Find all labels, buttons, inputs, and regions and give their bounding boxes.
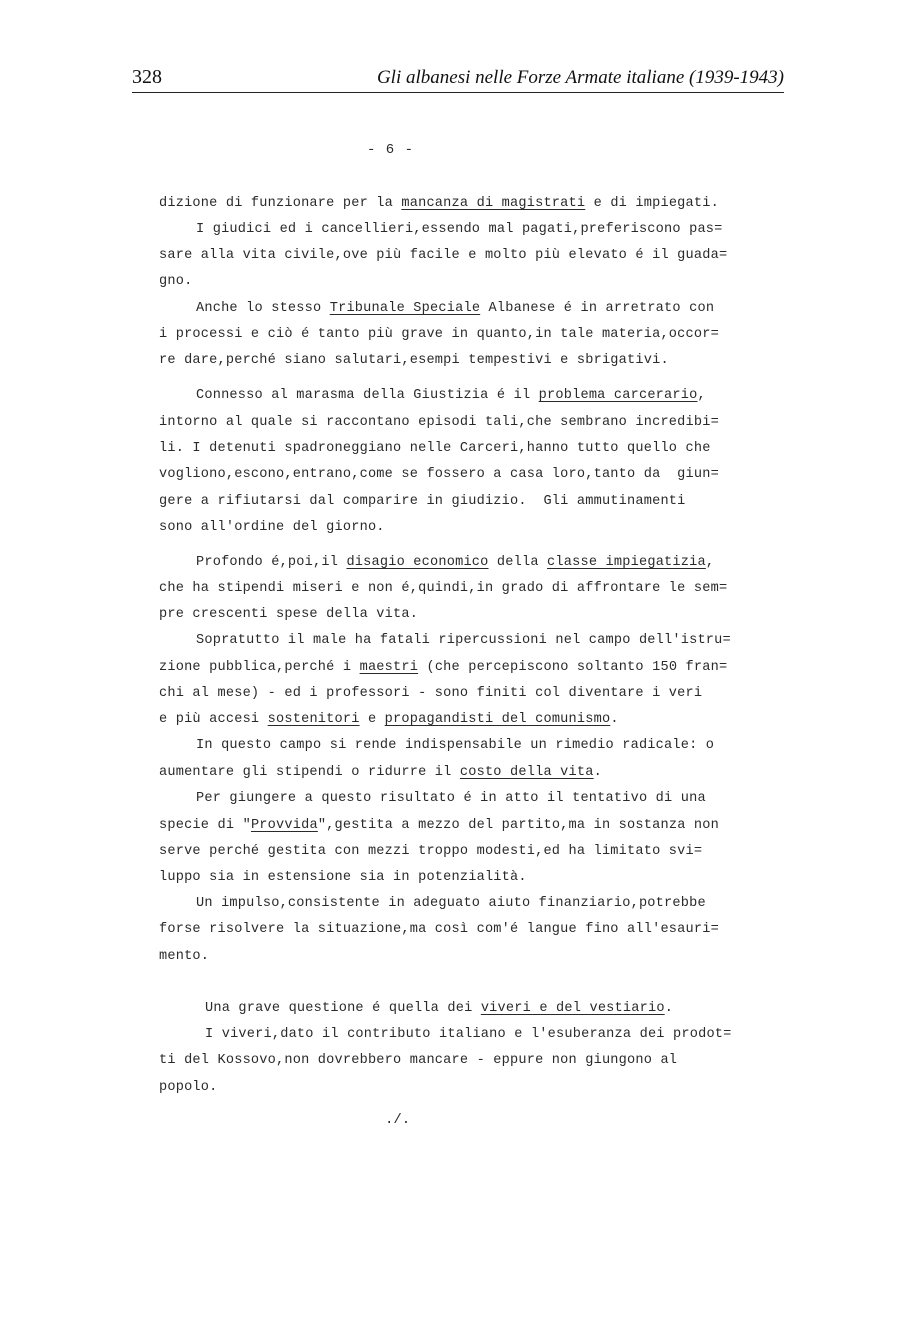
text-segment: pre crescenti spese della vita.	[159, 607, 419, 622]
text-segment: zione pubblica,perché i	[159, 660, 360, 675]
text-segment: serve perché gestita con mezzi troppo modesti,ed ha limitato svi=	[159, 844, 703, 859]
text-line	[205, 1022, 732, 1048]
text-segment: Connesso al marasma della Giustizia é il	[196, 388, 539, 403]
underlined-phrase: maestri	[359, 660, 419, 675]
text-segment: Albanese é in arretrato con	[480, 301, 715, 316]
text-line	[196, 786, 706, 812]
text-segment: ,	[697, 388, 706, 403]
text-line	[159, 602, 418, 628]
text-line	[159, 865, 527, 891]
underlined-phrase: Provvida	[250, 818, 318, 833]
text-segment: Una grave questione é quella dei	[205, 1001, 481, 1016]
text-line	[159, 1048, 677, 1074]
text-segment: Sopratutto il male ha fatali ripercussioni nel campo dell'istru=	[196, 633, 731, 648]
text-segment: chi al mese) - ed i professori - sono finiti col diventare i veri	[159, 686, 703, 701]
text-segment: Anche lo stesso	[196, 301, 330, 316]
text-segment: (che percepiscono soltanto 150 fran=	[418, 660, 728, 675]
text-line	[196, 217, 723, 243]
running-header	[132, 66, 784, 93]
text-line	[196, 628, 731, 654]
underlined-phrase: Tribunale Speciale	[329, 301, 481, 316]
sheet-number: - 6 -	[367, 142, 415, 158]
underlined-phrase: disagio economico	[346, 555, 489, 570]
text-line	[159, 917, 719, 943]
text-segment: dizione di funzionare per la	[159, 196, 402, 211]
text-segment: .	[593, 765, 602, 780]
page-number: 328	[132, 66, 162, 88]
text-line	[159, 410, 719, 436]
text-line	[159, 576, 727, 602]
text-segment: e	[359, 712, 385, 727]
running-title: Gli albanesi nelle Forze Armate italiane (1939-1943)	[376, 67, 784, 88]
text-line	[159, 681, 702, 707]
text-line	[159, 348, 669, 374]
text-segment: ti del Kossovo,non dovrebbero mancare - eppure non giungono al	[159, 1053, 678, 1068]
text-segment: Per giungere a questo risultato é in atto il tentativo di una	[196, 791, 706, 806]
underlined-phrase: viveri e del vestiario	[480, 1001, 665, 1016]
text-line	[159, 462, 719, 488]
text-line	[196, 296, 714, 322]
text-segment: e più accesi	[159, 712, 268, 727]
text-segment: vogliono,escono,entrano,come se fossero a casa loro,tanto da giun=	[159, 467, 719, 482]
text-segment: gere a rifiutarsi dal comparire in giudizio. Gli ammutinamenti	[159, 494, 686, 509]
text-segment: specie di "	[159, 818, 251, 833]
text-line	[196, 550, 714, 576]
text-line	[205, 996, 673, 1022]
continuation-mark: ./.	[385, 1112, 411, 1128]
text-line	[159, 515, 385, 541]
text-line	[159, 436, 711, 462]
text-segment: sono all'ordine del giorno.	[159, 520, 385, 535]
text-line	[159, 269, 192, 295]
text-line	[159, 322, 719, 348]
underlined-phrase: propagandisti del comunismo	[384, 712, 611, 727]
text-line	[196, 891, 706, 917]
text-segment: Profondo é,poi,il	[196, 555, 347, 570]
underlined-phrase: sostenitori	[267, 712, 360, 727]
underlined-phrase: problema carcerario	[538, 388, 698, 403]
text-line	[159, 191, 719, 217]
text-segment: .	[610, 712, 619, 727]
underlined-phrase: mancanza di magistrati	[401, 196, 586, 211]
text-line	[159, 243, 727, 269]
text-line	[159, 813, 719, 839]
text-segment: i processi e ciò é tanto più grave in quanto,in tale materia,occor=	[159, 327, 719, 342]
text-segment: Un impulso,consistente in adeguato aiuto finanziario,potrebbe	[196, 896, 706, 911]
text-segment: intorno al quale si raccontano episodi tali,che sembrano incredibi=	[159, 415, 719, 430]
underlined-phrase: classe impiegatizia	[547, 555, 706, 570]
text-segment: mento.	[159, 949, 210, 964]
text-line	[159, 489, 686, 515]
text-line	[159, 1075, 218, 1101]
text-segment: In questo campo si rende indispensabile un rimedio radicale: o	[196, 738, 715, 753]
text-line	[159, 655, 727, 681]
text-line	[159, 707, 619, 733]
text-line	[159, 944, 209, 970]
text-segment: che ha stipendi miseri e non é,quindi,in grado di affrontare le sem=	[159, 581, 728, 596]
text-segment: della	[488, 555, 548, 570]
text-segment: ,	[705, 555, 715, 570]
text-segment: e di impiegati.	[585, 196, 719, 211]
text-segment: re dare,perché siano salutari,esempi tempestivi e sbrigativi.	[159, 353, 669, 368]
text-line	[196, 383, 706, 409]
underlined-phrase: costo della vita	[459, 765, 594, 780]
text-segment: .	[664, 1001, 674, 1016]
text-line	[159, 839, 702, 865]
text-segment: forse risolvere la situazione,ma così com'é langue fino all'esauri=	[159, 922, 719, 937]
text-segment: I giudici ed i cancellieri,essendo mal pagati,preferiscono pas=	[196, 222, 723, 237]
text-segment: luppo sia in estensione sia in potenzialità.	[159, 870, 527, 885]
text-segment: gno.	[159, 274, 193, 289]
text-segment: I viveri,dato il contributo italiano e l'esuberanza dei prodot=	[205, 1027, 732, 1042]
text-segment: sare alla vita civile,ove più facile e molto più elevato é il guada=	[159, 248, 728, 263]
text-segment: ",gestita a mezzo del partito,ma in sostanza non	[317, 818, 719, 833]
text-line	[196, 733, 714, 759]
text-segment: popolo.	[159, 1080, 218, 1095]
text-segment: aumentare gli stipendi o ridurre il	[159, 765, 460, 780]
text-line	[159, 760, 602, 786]
text-segment: li. I detenuti spadroneggiano nelle Carceri,hanno tutto quello che	[159, 441, 711, 456]
